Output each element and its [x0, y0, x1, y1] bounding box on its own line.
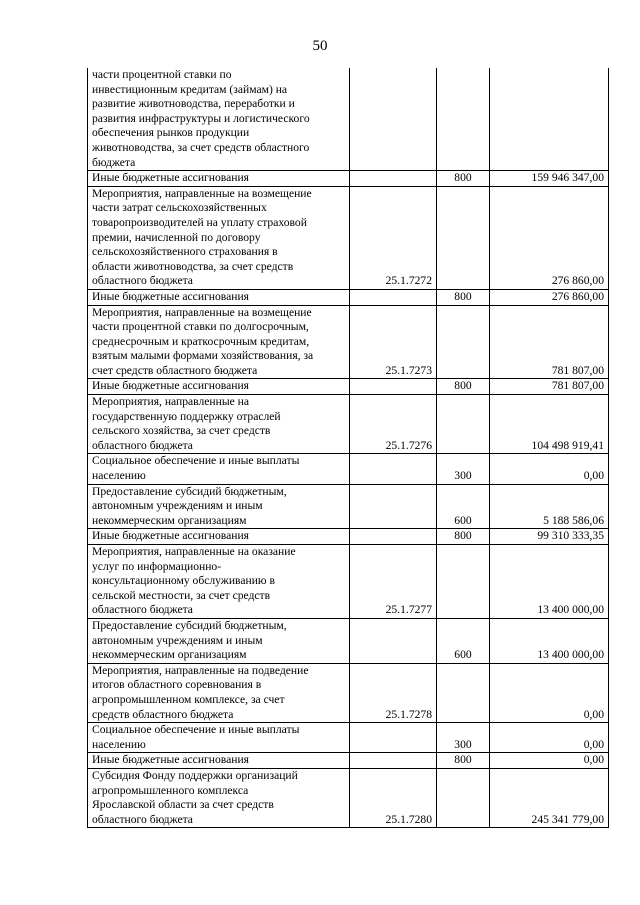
expense-name-line: Иные бюджетные ассигнования — [92, 753, 249, 767]
amount-cell: 276 860,00 — [490, 186, 609, 289]
expense-name-cell — [88, 68, 350, 171]
expense-name-cell — [88, 305, 350, 379]
expense-name-line: государственную поддержку отраслей — [92, 409, 281, 423]
expense-type-cell: 800 — [437, 171, 490, 187]
expense-name-line: итогов областного соревнования в — [92, 678, 262, 692]
amount-cell: 0,00 — [490, 753, 609, 769]
expense-name-cell — [88, 753, 350, 769]
expense-name-cell — [88, 186, 350, 289]
expense-type-cell: 300 — [437, 723, 490, 753]
table-row — [88, 723, 609, 753]
expense-name-line: Предоставление субсидий бюджетным, — [92, 484, 287, 498]
expense-name-line: консультационному обслуживанию в — [92, 574, 275, 588]
expense-name-line: автономным учреждениям и иным — [92, 633, 263, 647]
target-article-cell — [350, 753, 437, 769]
expense-name-line: агропромышленном комплексе, за счет — [92, 692, 285, 706]
table-row — [88, 618, 609, 663]
expense-name-line: областного бюджета — [92, 438, 193, 452]
table-row — [88, 529, 609, 545]
table-row — [88, 768, 609, 827]
expense-name-line: инвестиционным кредитам (займам) на — [92, 82, 288, 96]
expense-name-cell — [88, 379, 350, 395]
expense-type-cell — [437, 68, 490, 171]
expense-type-cell: 800 — [437, 289, 490, 305]
budget-table-body — [88, 68, 609, 828]
amount-cell: 245 341 779,00 — [490, 768, 609, 827]
target-article-cell: 25.1.7280 — [350, 768, 437, 827]
expense-name-line: Иные бюджетные ассигнования — [92, 379, 249, 393]
expense-type-cell: 600 — [437, 618, 490, 663]
expense-name-cell — [88, 529, 350, 545]
expense-name-line: премии, начисленной по договору — [92, 230, 261, 244]
expense-name-line: Мероприятия, направленные на возмещение — [92, 186, 312, 200]
expense-name-line: Мероприятия, направленные на оказание — [92, 545, 296, 558]
table-row — [88, 289, 609, 305]
target-article-cell: 25.1.7273 — [350, 305, 437, 379]
expense-name-line: Иные бюджетные ассигнования — [92, 171, 249, 185]
expense-type-cell — [437, 305, 490, 379]
expense-name-line: животноводства, за счет средств областного — [92, 140, 310, 154]
expense-type-cell: 800 — [437, 753, 490, 769]
amount-cell: 99 310 333,35 — [490, 529, 609, 545]
target-article-cell — [350, 379, 437, 395]
target-article-cell: 25.1.7277 — [350, 545, 437, 619]
page-number: 50 — [312, 38, 328, 54]
expense-name-line: Социальное обеспечение и иные выплаты — [92, 723, 300, 737]
expense-name-line: Иные бюджетные ассигнования — [92, 529, 249, 543]
expense-name-cell — [88, 545, 350, 619]
expense-name-line: части процентной ставки по — [92, 68, 232, 81]
target-article-cell — [350, 68, 437, 171]
expense-type-cell: 600 — [437, 484, 490, 529]
expense-type-cell: 800 — [437, 379, 490, 395]
expense-name-line: бюджета — [92, 155, 136, 169]
target-article-cell — [350, 723, 437, 753]
expense-name-line: Ярославской области за счет средств — [92, 798, 274, 812]
expense-name-line: области животноводства, за счет средств — [92, 259, 294, 273]
expense-name-line: населению — [92, 737, 146, 751]
expense-name-line: агропромышленного комплекса — [92, 783, 249, 797]
amount-cell: 159 946 347,00 — [490, 171, 609, 187]
table-row — [88, 454, 609, 484]
amount-cell — [490, 68, 609, 171]
expense-name-line: населению — [92, 469, 146, 483]
expense-name-line: части затрат сельскохозяйственных — [92, 201, 267, 215]
table-row — [88, 186, 609, 289]
target-article-cell — [350, 484, 437, 529]
expense-name-line: автономным учреждениям и иным — [92, 499, 263, 513]
expense-name-line: областного бюджета — [92, 812, 193, 826]
expense-name-line: Предоставление субсидий бюджетным, — [92, 618, 287, 632]
expense-type-cell — [437, 545, 490, 619]
expense-name-cell — [88, 723, 350, 753]
expense-name-line: средств областного бюджета — [92, 707, 234, 721]
expense-name-line: взятым малыми формами хозяйствования, за — [92, 349, 314, 363]
amount-cell: 13 400 000,00 — [490, 545, 609, 619]
target-article-cell — [350, 171, 437, 187]
table-row — [88, 663, 609, 722]
expense-name-cell — [88, 171, 350, 187]
target-article-cell: 25.1.7272 — [350, 186, 437, 289]
expense-name-line: областного бюджета — [92, 603, 193, 617]
expense-name-line: развитие животноводства, переработки и — [92, 97, 295, 111]
amount-cell: 0,00 — [490, 663, 609, 722]
expense-name-line: Мероприятия, направленные на — [92, 395, 250, 409]
target-article-cell — [350, 618, 437, 663]
budget-table — [87, 68, 609, 828]
expense-name-line: некоммерческим организациям — [92, 648, 247, 662]
target-article-cell — [350, 454, 437, 484]
expense-name-line: Мероприятия, направленные на подведение — [92, 663, 309, 677]
expense-type-cell — [437, 186, 490, 289]
expense-name-line: Социальное обеспечение и иные выплаты — [92, 454, 300, 468]
expense-name-line: областного бюджета — [92, 274, 193, 288]
amount-cell: 13 400 000,00 — [490, 618, 609, 663]
table-row — [88, 171, 609, 187]
amount-cell: 104 498 919,41 — [490, 395, 609, 454]
target-article-cell — [350, 529, 437, 545]
target-article-cell: 25.1.7276 — [350, 395, 437, 454]
expense-name-line: сельского хозяйства, за счет средств — [92, 424, 271, 438]
amount-cell: 0,00 — [490, 723, 609, 753]
expense-name-line: сельскохозяйственного страхования в — [92, 245, 278, 259]
table-row — [88, 305, 609, 379]
amount-cell: 781 807,00 — [490, 379, 609, 395]
expense-name-cell — [88, 454, 350, 484]
expense-name-line: Субсидия Фонду поддержки организаций — [92, 768, 298, 782]
table-row — [88, 545, 609, 619]
expense-type-cell: 300 — [437, 454, 490, 484]
expense-name-line: развития инфраструктуры и логистического — [92, 111, 310, 125]
expense-name-line: Иные бюджетные ассигнования — [92, 289, 249, 303]
expense-name-line: счет средств областного бюджета — [92, 363, 258, 377]
expense-type-cell — [437, 395, 490, 454]
expense-name-cell — [88, 395, 350, 454]
expense-name-line: услуг по информационно- — [92, 559, 222, 573]
expense-name-cell — [88, 663, 350, 722]
expense-type-cell: 800 — [437, 529, 490, 545]
expense-name-cell — [88, 289, 350, 305]
target-article-cell: 25.1.7278 — [350, 663, 437, 722]
target-article-cell — [350, 289, 437, 305]
table-row — [88, 753, 609, 769]
amount-cell: 5 188 586,06 — [490, 484, 609, 529]
table-row — [88, 68, 609, 171]
expense-name-cell — [88, 484, 350, 529]
expense-name-line: обеспечения рынков продукции — [92, 126, 250, 140]
table-row — [88, 395, 609, 454]
expense-type-cell — [437, 663, 490, 722]
expense-name-line: среднесрочным и краткосрочным кредитам, — [92, 334, 310, 348]
expense-name-cell — [88, 618, 350, 663]
amount-cell: 0,00 — [490, 454, 609, 484]
expense-name-line: Мероприятия, направленные на возмещение — [92, 305, 312, 319]
table-row — [88, 379, 609, 395]
amount-cell: 781 807,00 — [490, 305, 609, 379]
table-row — [88, 484, 609, 529]
expense-name-line: части процентной ставки по долгосрочным, — [92, 320, 309, 334]
expense-name-line: сельской местности, за счет средств — [92, 588, 271, 602]
expense-name-line: некоммерческим организациям — [92, 513, 247, 527]
amount-cell: 276 860,00 — [490, 289, 609, 305]
expense-name-line: товаропроизводителей на уплату страховой — [92, 215, 307, 229]
expense-name-cell — [88, 768, 350, 827]
expense-type-cell — [437, 768, 490, 827]
